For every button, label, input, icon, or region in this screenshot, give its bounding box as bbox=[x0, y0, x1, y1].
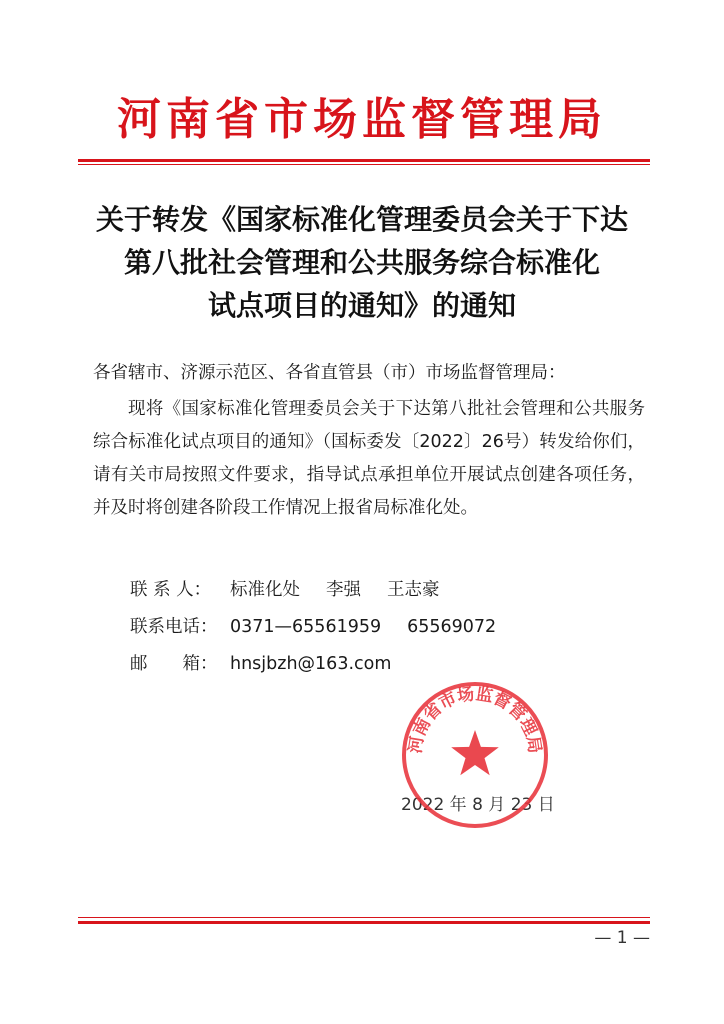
contact-email: hnsjbzh@163.com bbox=[230, 654, 392, 674]
seal-star-icon bbox=[451, 730, 499, 775]
seal-text: 河南省市场监督管理局 bbox=[405, 684, 545, 755]
contact-phone-2: 65569072 bbox=[407, 617, 497, 637]
footer-rule-thick bbox=[78, 921, 650, 924]
doc-title-line-2: 第八批社会管理和公共服务综合标准化 bbox=[123, 246, 600, 279]
contact-phone-label: 联系电话： bbox=[130, 617, 218, 637]
contact-email-label: 邮 箱： bbox=[130, 654, 218, 674]
contact-person-row bbox=[130, 575, 630, 605]
contact-name-1: 李强 bbox=[326, 580, 361, 600]
body-paragraph: 现将《国家标准化管理委员会关于下达第八批社会管理和公共服务综合标准化试点项目的通知》（国标委发〔2022〕26号）转发给你们，请有关市局按照文件要求，指导试点承担单位开展试点创建各项任务，并及时将创建各阶段工作情况上报省局标准化处。 bbox=[93, 399, 645, 518]
letterhead-rule-thin bbox=[78, 164, 650, 165]
contact-dept: 标准化处 bbox=[230, 580, 300, 600]
contact-name-2: 王志豪 bbox=[387, 580, 440, 600]
contact-phone-1: 0371—65561959 bbox=[230, 617, 382, 637]
official-seal bbox=[400, 680, 550, 830]
page-number: — 1 — bbox=[594, 928, 650, 948]
contact-person-label: 联 系 人： bbox=[130, 580, 212, 600]
addressee: 各省辖市、济源示范区、各省直管县（市）市场监督管理局： bbox=[93, 363, 566, 383]
doc-title-line-1: 关于转发《国家标准化管理委员会关于下达 bbox=[95, 203, 628, 236]
footer-rule bbox=[78, 917, 650, 918]
doc-title-line-3: 试点项目的通知》的通知 bbox=[207, 289, 516, 322]
letterhead-org-name: 河南省市场监督管理局 bbox=[117, 94, 607, 145]
contact-email-row bbox=[130, 649, 630, 679]
contact-phone-row bbox=[130, 612, 630, 642]
letterhead-rule bbox=[78, 159, 650, 162]
issue-date: 2022 年 8 月 23 日 bbox=[401, 795, 555, 815]
